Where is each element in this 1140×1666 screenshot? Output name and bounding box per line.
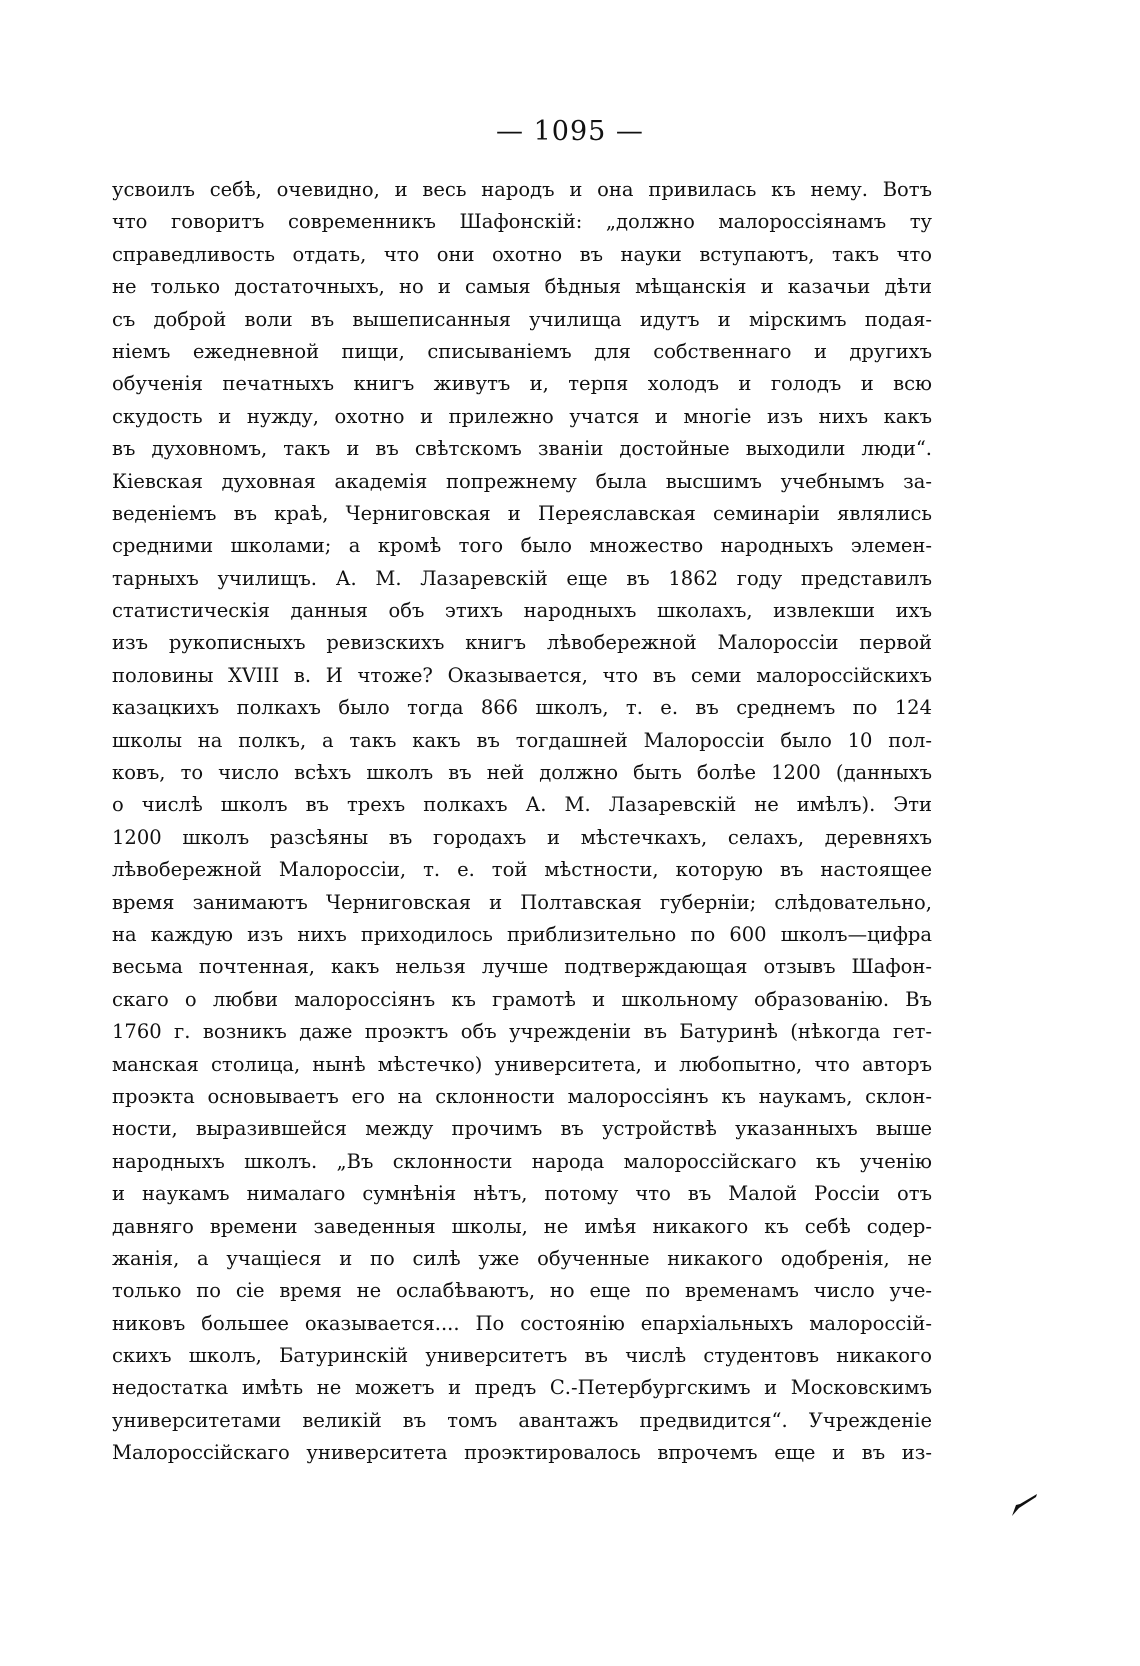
text-line: съ доброй воли въ вышеписанныя училища идутъ и мірскимъ подая- xyxy=(112,307,932,331)
text-line: давняго времени заведенныя школы, не имѣя никакого къ себѣ содер- xyxy=(112,1214,932,1238)
body-text xyxy=(112,174,932,1470)
text-line: тарныхъ училищъ. А. М. Лазаревскій еще въ 1862 году представилъ xyxy=(112,566,932,590)
page-number: — 1095 — xyxy=(496,116,644,147)
text-line: только по сіе время не ослабѣваютъ, но еще по временамъ число уче- xyxy=(112,1279,932,1303)
text-line: школы на полкъ, а такъ какъ въ тогдашней Малороссіи было 10 пол- xyxy=(112,728,932,752)
text-line: Малороссійскаго университета проэктировалось впрочемъ еще и въ из- xyxy=(112,1441,932,1465)
text-line: и наукамъ нималаго сумнѣнія нѣтъ, потому что въ Малой Россіи отъ xyxy=(112,1182,932,1206)
text-line: обученія печатныхъ книгъ живутъ и, терпя холодъ и голодъ и всю xyxy=(112,372,932,396)
text-line: время занимаютъ Черниговская и Полтавская губерніи; слѣдовательно, xyxy=(112,890,932,914)
text-line: никовъ большее оказывается.... По состоянію епархіальныхъ малороссій- xyxy=(112,1311,932,1335)
text-line: 1200 школъ разсѣяны въ городахъ и мѣстечкахъ, селахъ, деревняхъ xyxy=(112,825,932,849)
text-line: скаго о любви малороссіянъ къ грамотѣ и школьному образованію. Въ xyxy=(112,987,932,1011)
text-line: средними школами; а кромѣ того было множество народныхъ элемен- xyxy=(112,534,932,558)
pen-mark-icon xyxy=(1010,1492,1040,1518)
text-line: о числѣ школъ въ трехъ полкахъ А. М. Лазаревскій не имѣлъ). Эти xyxy=(112,793,932,817)
text-line: Кіевская духовная академія попрежнему была высшимъ учебнымъ за- xyxy=(112,469,932,493)
text-line: проэкта основываетъ его на склонности малороссіянъ къ наукамъ, склон- xyxy=(112,1084,932,1108)
text-line: казацкихъ полкахъ было тогда 866 школъ, т. е. въ среднемъ по 124 xyxy=(112,696,932,720)
text-line: ковъ, то число всѣхъ школъ въ ней должно быть болѣе 1200 (данныхъ xyxy=(112,761,932,785)
text-line: скудость и нужду, охотно и прилежно учатся и многіе изъ нихъ какъ xyxy=(112,404,932,428)
text-line: скихъ школъ, Батуринскій университетъ въ числѣ студентовъ никакого xyxy=(112,1344,932,1368)
text-line: ности, выразившейся между прочимъ въ устройствѣ указанныхъ выше xyxy=(112,1117,932,1141)
text-line: недостатка имѣть не можетъ и предъ С.-Петербургскимъ и Московскимъ xyxy=(112,1376,932,1400)
text-line: жанія, а учащіеся и по силѣ уже обученные никакого одобренія, не xyxy=(112,1246,932,1270)
text-line: изъ рукописныхъ ревизскихъ книгъ лѣвобережной Малороссіи первой xyxy=(112,631,932,655)
text-line: статистическія данныя объ этихъ народныхъ школахъ, извлекши ихъ xyxy=(112,599,932,623)
text-line: на каждую изъ нихъ приходилось приблизительно по 600 школъ—цифра xyxy=(112,922,932,946)
text-line: лѣвобережной Малороссіи, т. е. той мѣстности, которую въ настоящее xyxy=(112,858,932,882)
text-line: университетами великій въ томъ авантажъ предвидится“. Учрежденіе xyxy=(112,1408,932,1432)
text-line: усвоилъ себѣ, очевидно, и весь народъ и она привилась къ нему. Вотъ xyxy=(112,178,932,201)
text-line: ніемъ ежедневной пищи, списываніемъ для собственнаго и другихъ xyxy=(112,339,932,363)
text-line: 1760 г. возникъ даже проэктъ объ учрежденіи въ Батуринѣ (нѣкогда гет- xyxy=(112,1020,932,1044)
text-line: половины XVIII в. И чтоже? Оказывается, что въ семи малороссійскихъ xyxy=(112,663,932,687)
text-line: веденіемъ въ краѣ, Черниговская и Переяславская семинаріи являлись xyxy=(112,501,932,525)
text-line: не только достаточныхъ, но и самыя бѣдныя мѣщанскія и казачьи дѣти xyxy=(112,275,932,299)
text-line: въ духовномъ, такъ и въ свѣтскомъ званіи достойные выходили люди“. xyxy=(112,437,932,461)
text-line: что говоритъ современникъ Шафонскій: „должно малороссіянамъ ту xyxy=(112,210,932,234)
text-line: манская столица, нынѣ мѣстечко) университета, и любопытно, что авторъ xyxy=(112,1052,932,1076)
text-line: народныхъ школъ. „Въ склонности народа малороссійскаго къ ученію xyxy=(112,1149,932,1173)
text-line: весьма почтенная, какъ нельзя лучше подтверждающая отзывъ Шафон- xyxy=(112,955,932,979)
text-line: справедливость отдать, что они охотно въ науки вступаютъ, такъ что xyxy=(112,242,932,266)
